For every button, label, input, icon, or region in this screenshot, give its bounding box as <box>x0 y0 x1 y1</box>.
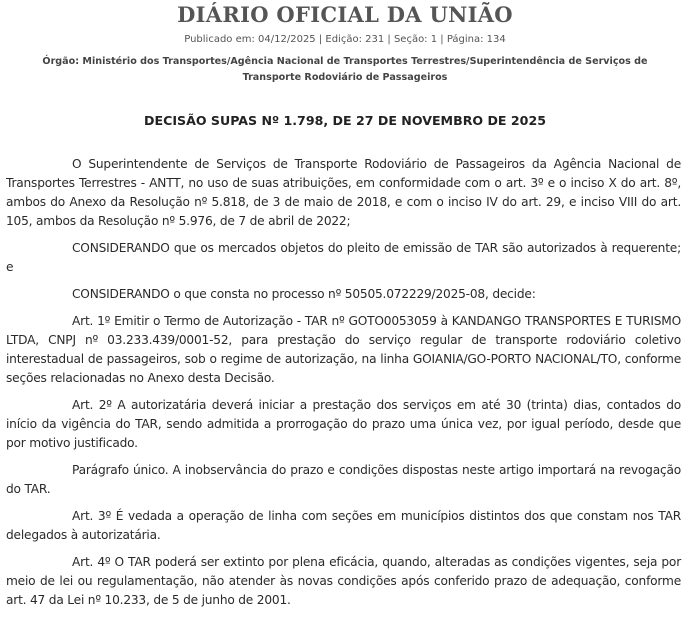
paragraph-considering-2: CONSIDERANDO o que consta no processo nº 50505.072229/2025-08, decide: <box>72 287 536 301</box>
paragraph-preamble: O Superintendente de Serviços de Transporte Rodoviário de Passageiros da Agência Nacional de Transportes Terrestres - ANTT, no uso de suas atribuições, em conformidade com o art. 3º e o inciso X do art. 8º, ambos do Anexo da Resolução nº 5.818, de 3 de maio de 2018, e com o inciso IV do art. 29, e inciso VIII do art. 105, ambos da Resolução nº 5.976, de 7 de abril de 2022; <box>6 157 681 228</box>
decision-body <box>0 155 690 610</box>
issuing-body-label: Órgão: <box>42 56 80 67</box>
paragraph-sole-paragraph: Parágrafo único. A inobservância do prazo e condições dispostas neste artigo importará na revogação do TAR. <box>6 463 681 496</box>
paragraph-art-3: Art. 3º É vedada a operação de linha com seções em municípios distintos dos que constam nos TAR delegados à autorizatária. <box>6 509 681 542</box>
paragraph-art-2: Art. 2º A autorizatária deverá iniciar a prestação dos serviços em até 30 (trinta) dias, contados do início da vigência do TAR, sendo admitida a prorrogação do prazo uma única vez, por igual período, desde que por motivo justificado. <box>6 398 681 450</box>
decision-title: DECISÃO SUPAS Nº 1.798, DE 27 DE NOVEMBRO DE 2025 <box>144 113 546 128</box>
publication-info: Publicado em: 04/12/2025 | Edição: 231 | Seção: 1 | Página: 134 <box>184 34 506 45</box>
issuing-body <box>20 54 670 86</box>
paragraph-art-1: Art. 1º Emitir o Termo de Autorização - TAR nº GOTO0053059 à KANDANGO TRANSPORTES E TURISMO LTDA, CNPJ nº 03.233.439/0001-52, para prestação do serviço regular de transporte rodoviário coletivo interestadual de passageiros, sob o regime de autorização, na linha GOIANIA/GO-PORTO NACIONAL/TO, conforme seções relacionadas no Anexo desta Decisão. <box>6 314 681 385</box>
issuing-body-text: Ministério dos Transportes/Agência Nacional de Transportes Terrestres/Superintendência de Serviços de Transporte Rodoviário de Passageiros <box>82 56 648 83</box>
masthead-title: DIÁRIO OFICIAL DA UNIÃO <box>177 2 513 27</box>
document-header <box>0 2 690 86</box>
paragraph-art-4: Art. 4º O TAR poderá ser extinto por plena eficácia, quando, alteradas as condições vigentes, seja por meio de lei ou regulamentação, não atender às novas condições após conferido prazo de adequação, conforme art. 47 da Lei nº 10.233, de 5 de junho de 2001. <box>6 555 681 607</box>
paragraph-considering-1: CONSIDERANDO que os mercados objetos do pleito de emissão de TAR são autorizados à requerente; e <box>6 241 681 274</box>
